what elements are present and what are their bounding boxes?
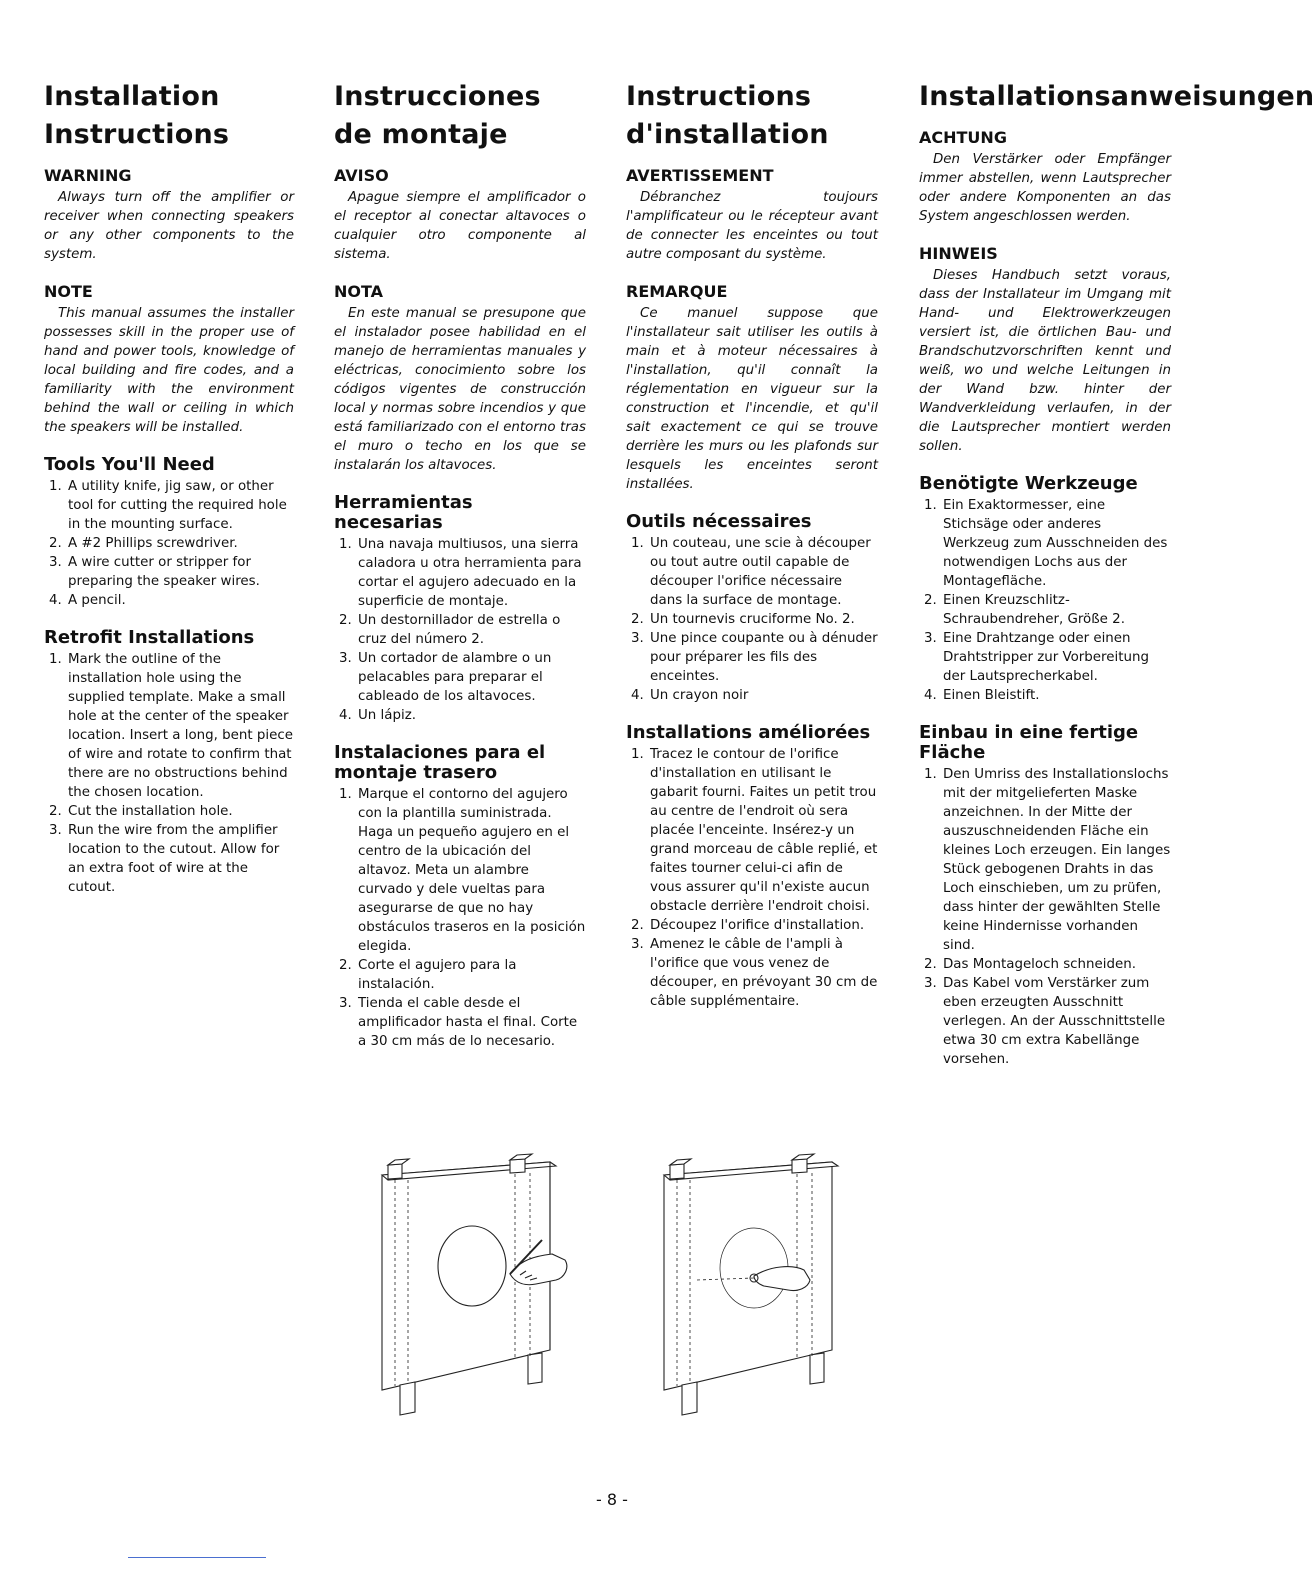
list-item: 2. Das Montageloch schneiden. [941, 955, 1171, 974]
warning-heading: WARNING [44, 166, 132, 185]
note-text: This manual assumes the installer possesses skill in the proper use of hand and power tools, knowledge of local building and fire codes, and a familiarity with the environment behind the wall or ceiling in which the speakers will be installed. [44, 306, 294, 435]
retrofit-section [44, 628, 294, 897]
list-item: 3. A wire cutter or stripper for preparing the speaker wires. [66, 553, 294, 591]
warning-section [626, 166, 878, 264]
tools-heading: Benötigte Werkzeuge [919, 473, 1138, 494]
retrofit-heading: Retrofit Installations [44, 627, 255, 648]
note-section [334, 282, 586, 475]
column-english [44, 78, 294, 915]
page-number: - 8 - [596, 1490, 628, 1509]
tools-section [44, 455, 294, 610]
warning-section [334, 166, 586, 264]
retrofit-heading: Einbau in eine fertige Fläche [919, 722, 1139, 763]
tools-heading: Tools You'll Need [44, 454, 215, 475]
list-item: 4. Un crayon noir [648, 686, 878, 705]
warning-heading: ACHTUNG [919, 128, 1007, 147]
note-heading: HINWEIS [919, 244, 998, 263]
list-item: 4. Einen Bleistift. [941, 686, 1171, 705]
list-item: 2. Cut the installation hole. [66, 802, 294, 821]
retrofit-list [334, 785, 586, 1051]
list-item: 3. Eine Drahtzange oder einen Drahtstripper zur Vorbereitung der Lautsprecherkabel. [941, 629, 1171, 686]
column-french [626, 78, 878, 1029]
list-item: 2. A #2 Phillips screwdriver. [66, 534, 294, 553]
list-item: 4. Un lápiz. [356, 706, 586, 725]
list-item: 2. Un tournevis cruciforme No. 2. [648, 610, 878, 629]
list-item: 1. Marque el contorno del agujero con la plantilla suministrada. Haga un pequeño agujero en el centro de la ubicación del altavoz. Meta un alambre curvado y dele vueltas para asegurarse de que no hay obstáculos traseros en la posición elegida. [356, 785, 586, 956]
note-text: Ce manuel suppose que l'installateur sait utiliser les outils à main et à moteur nécessaires à l'installation, qu'il connaît la réglementation en vigueur sur la construction et l'incendie, et qu'il sait exactement ce qui se trouve derrière les murs ou les plafonds sur lesquels les enceintes seront installées. [626, 306, 878, 492]
warning-heading: AVISO [334, 166, 389, 185]
tools-section [919, 474, 1171, 705]
warning-heading: AVERTISSEMENT [626, 166, 774, 185]
tools-heading: Herramientas necesarias [334, 492, 473, 533]
note-heading: NOTA [334, 282, 384, 301]
tools-list [919, 496, 1171, 705]
tools-section [626, 512, 878, 705]
note-section [626, 282, 878, 494]
warning-text: Apague siempre el amplificador o el receptor al conectar altavoces o cualquier otro componente al sistema. [334, 190, 586, 262]
retrofit-section [919, 723, 1171, 1069]
figure-marking-outline [382, 1154, 567, 1415]
list-item: 3. Une pince coupante ou à dénuder pour préparer les fils des enceintes. [648, 629, 878, 686]
note-text: En este manual se presupone que el instalador posee habilidad en el manejo de herramientas manuales y eléctricas, conocimiento sobre los códigos vigentes de construcción local y normas sobre incendios y que está familiarizado con el entorno tras el muro o techo en los que se instalarán los altavoces. [334, 306, 586, 473]
installation-illustrations [360, 1150, 860, 1430]
list-item: 1. Un couteau, une scie à découper ou tout autre outil capable de découper l'orifice nécessaire dans la surface de montage. [648, 534, 878, 610]
retrofit-heading: Instalaciones para el montaje trasero [334, 742, 546, 783]
list-item: 3. Run the wire from the amplifier location to the cutout. Allow for an extra foot of wire at the cutout. [66, 821, 294, 897]
note-text: Dieses Handbuch setzt voraus, dass der Installateur im Umgang mit Hand- und Elektrowerkzeugen versiert ist, die örtlichen Bau- und Brandschutzvorschriften kennt und weiß, wo und welche Leitungen in der Wand bzw. hinter der Wandverkleidung verlaufen, in der die Lautsprecher montiert werden sollen. [919, 268, 1171, 454]
retrofit-list [919, 765, 1171, 1069]
retrofit-list [44, 650, 294, 897]
tools-list [626, 534, 878, 705]
tools-list [334, 535, 586, 725]
list-item: 3. Un cortador de alambre o un pelacables para preparar el cableado de los altavoces. [356, 649, 586, 706]
retrofit-section [334, 743, 586, 1051]
retrofit-section [626, 723, 878, 1011]
list-item: 4. A pencil. [66, 591, 294, 610]
list-item: 3. Amenez le câble de l'ampli à l'orifice que vous venez de découper, en prévoyant 30 cm de câble supplémentaire. [648, 935, 878, 1011]
list-item: 3. Tienda el cable desde el amplificador hasta el final. Corte a 30 cm más de lo necesario. [356, 994, 586, 1051]
note-section [919, 244, 1171, 456]
list-item: 1. Den Umriss des Installationslochs mit der mitgelieferten Maske anzeichnen. In der Mitte der auszuschneidenden Fläche ein kleines Loch erzeugen. Ein langes Stück gebogenen Drahts in das Loch einschieben, um zu prüfen, dass hinter der gewählten Stelle keine Hindernisse vorhanden sind. [941, 765, 1171, 955]
note-heading: REMARQUE [626, 282, 728, 301]
list-item: 1. Mark the outline of the installation hole using the supplied template. Make a small hole at the center of the speaker location. Insert a long, bent piece of wire and rotate to confirm that there are no obstructions behind the chosen location. [66, 650, 294, 802]
figure-probing-wire [664, 1154, 838, 1415]
list-item: 1. Una navaja multiusos, una sierra caladora u otra herramienta para cortar el agujero adecuado en la superficie de montaje. [356, 535, 586, 611]
retrofit-list [626, 745, 878, 1011]
warning-section [919, 128, 1171, 226]
retrofit-heading: Installations améliorées [626, 722, 871, 743]
tools-list [44, 477, 294, 610]
tools-heading: Outils nécessaires [626, 511, 812, 532]
warning-text: Den Verstärker oder Empfänger immer abstellen, wenn Lautsprecher oder andere Komponenten an das System angeschlossen werden. [919, 152, 1171, 224]
column-german [919, 78, 1314, 1087]
list-item: 2. Un destornillador de estrella o cruz del número 2. [356, 611, 586, 649]
tools-section [334, 493, 586, 725]
note-heading: NOTE [44, 282, 93, 301]
warning-text: Débranchez toujours l'amplificateur ou le récepteur avant de connecter les enceintes ou tout autre composant du système. [626, 190, 878, 262]
warning-text: Always turn off the amplifier or receiver when connecting speakers or any other components to the system. [44, 190, 294, 262]
column-title: Instrucciones de montaje [334, 81, 541, 150]
note-section [44, 282, 294, 437]
footer-rule [128, 1557, 266, 1558]
list-item: 2. Découpez l'orifice d'installation. [648, 916, 878, 935]
column-title: Installation Instructions [44, 81, 230, 150]
column-spanish [334, 78, 586, 1069]
list-item: 2. Corte el agujero para la instalación. [356, 956, 586, 994]
list-item: 1. Tracez le contour de l'orifice d'installation en utilisant le gabarit fourni. Faites un petit trou au centre de l'endroit où sera placée l'enceinte. Insérez-y un grand morceau de câble replié, et faites tourner celui-ci afin de vous assurer qu'il n'existe aucun obstacle derrière l'endroit choisi. [648, 745, 878, 916]
warning-section [44, 166, 294, 264]
list-item: 1. Ein Exaktormesser, eine Stichsäge oder anderes Werkzeug zum Ausschneiden des notwendigen Lochs aus der Montagefläche. [941, 496, 1171, 591]
list-item: 3. Das Kabel vom Verstärker zum eben erzeugten Ausschnitt verlegen. An der Ausschnittstelle etwa 30 cm extra Kabellänge vorsehen. [941, 974, 1171, 1069]
list-item: 2. Einen Kreuzschlitz-Schraubendreher, Größe 2. [941, 591, 1171, 629]
column-title: Installationsanweisungen [919, 81, 1314, 112]
list-item: 1. A utility knife, jig saw, or other tool for cutting the required hole in the mounting surface. [66, 477, 294, 534]
column-title: Instructions d'installation [626, 81, 829, 150]
